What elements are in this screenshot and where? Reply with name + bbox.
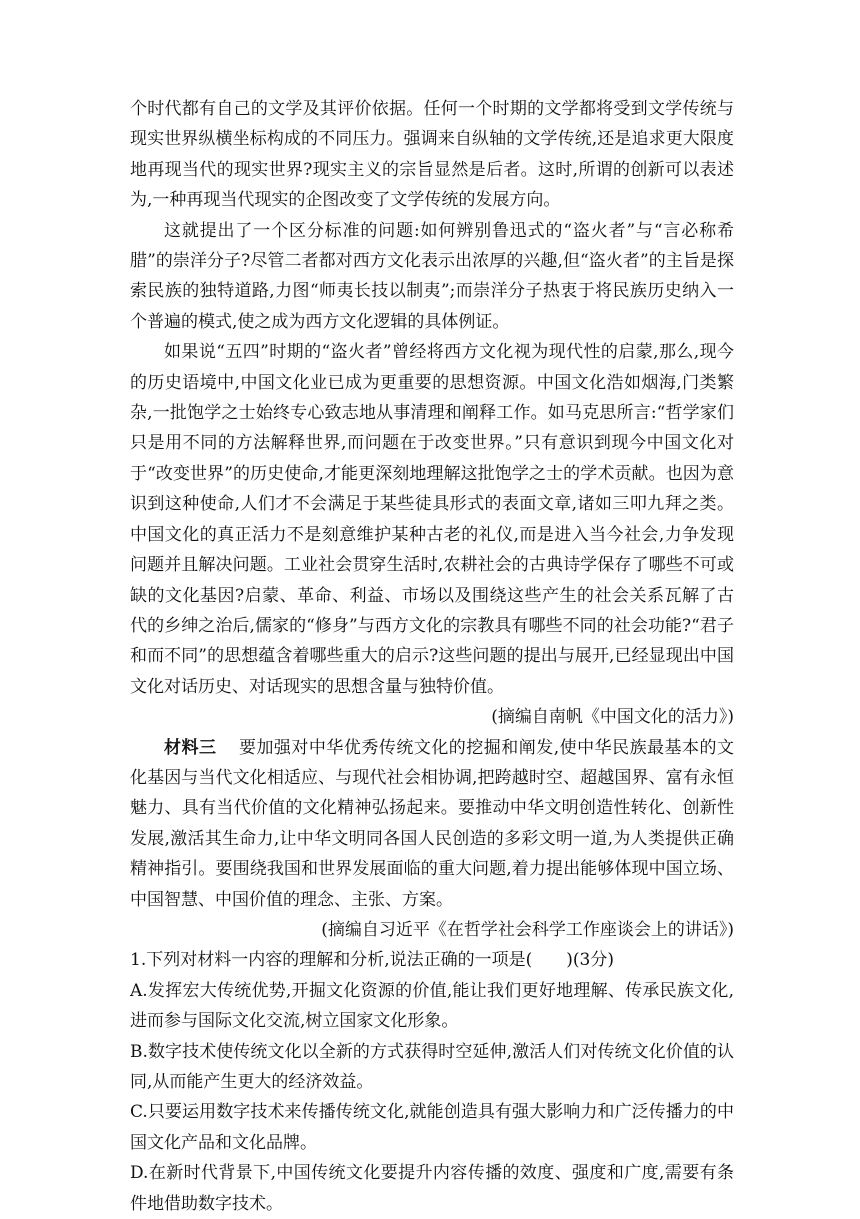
question-stem: 1.下列对材料一内容的理解和分析,说法正确的一项是( )(3分) [130, 950, 614, 971]
paragraph-3: 如果说“五四”时期的“盗火者”曾经将西方文化视为现代性的启蒙,那么,现今的历史语境中,中国文化业已成为更重要的思想资源。中国文化浩如烟海,门类繁杂,一批饱学之士始终专心致志地从事清理和阐释工作。如马克思所言:“哲学家们只是用不同的方法解释世界,而问题在于改变世界。”只有意识到现今中国文化对于“改变世界”的历史使命,才能更深刻地理解这批饱学之士的学术贡献。也因为意识到这种使命,人们才不会满足于某些徒具形式的表面文章,诸如三叩九拜之类。中国文化的真正活力不是刻意维护某种古老的礼仪,而是进入当今社会,力争发现问题并且解决问题。工业社会贯穿生活时,农耕社会的古典诗学保存了哪些不可或缺的文化基因?启蒙、革命、利益、市场以及围绕这些产生的社会关系瓦解了古代的乡绅之治后,儒家的“修身”与西方文化的宗教具有哪些不同的社会功能?“君子和而不同”的思想蕴含着哪些重大的启示?这些问题的提出与展开,已经显现出中国文化对话历史、对话现实的思想含量与独特价值。 [130, 342, 734, 697]
material-3-paragraph [130, 733, 734, 915]
paragraph-1: 个时代都有自己的文学及其评价依据。任何一个时期的文学都将受到文学传统与现实世界纵横坐标构成的不同压力。强调来自纵轴的文学传统,还是追求更大限度地再现当代的现实世界?现实主义的宗旨显然是后者。这时,所谓的创新可以表述为,一种再现当代现实的企图改变了文学传统的发展方向。 [130, 99, 734, 211]
material-3-label: 材料三 [164, 737, 217, 758]
option-c: C.只要运用数字技术来传播传统文化,就能创造具有强大影响力和广泛传播力的中国文化产品和文化品牌。 [130, 1102, 734, 1153]
material-3-text: 要加强对中华优秀传统文化的挖掘和阐发,使中华民族最基本的文化基因与当代文化相适应、与现代社会相协调,把跨越时空、超越国界、富有永恒魅力、具有当代价值的文化精神弘扬起来。要推动中华文明创造性转化、创新性发展,激活其生命力,让中华文明同各国人民创造的多彩文明一道,为人类提供正确精神指引。要围绕我国和世界发展面临的重大问题,着力提出能够体现中国立场、中国智慧、中国价值的理念、主张、方案。 [130, 737, 735, 910]
source-citation-2: (摘编自南帆《中国文化的活力》) [491, 707, 734, 728]
source-citation-3: (摘编自习近平《在哲学社会科学工作座谈会上的讲话》) [321, 919, 734, 940]
option-b: B.数字技术使传统文化以全新的方式获得时空延伸,激活人们对传统文化价值的认同,从而能产生更大的经济效益。 [130, 1041, 734, 1092]
document-page [130, 94, 734, 1219]
option-a: A.发挥宏大传统优势,开掘文化资源的价值,能让我们更好地理解、传承民族文化,进而参与国际文化交流,树立国家文化形象。 [130, 980, 734, 1032]
paragraph-2: 这就提出了一个区分标准的问题:如何辨别鲁迅式的“盗火者”与“言必称希腊”的崇洋分子?尽管二者都对西方文化表示出浓厚的兴趣,但“盗火者”的主旨是探索民族的独特道路,力图“师夷长技以制夷”;而崇洋分子热衷于将民族历史纳入一个普遍的模式,使之成为西方文化逻辑的具体例证。 [130, 220, 734, 332]
option-d: D.在新时代背景下,中国传统文化要提升内容传播的效度、强度和广度,需要有条件地借助数字技术。 [130, 1163, 734, 1214]
